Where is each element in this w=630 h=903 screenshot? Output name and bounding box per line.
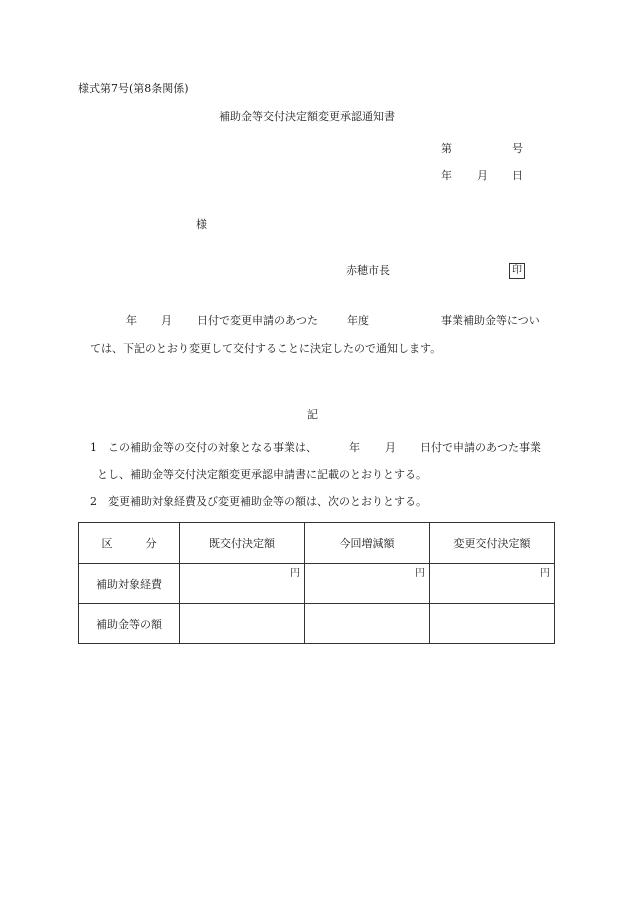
date-year: 年 <box>441 169 452 182</box>
seal-mark: 印 <box>509 263 525 279</box>
ki-heading: 記 <box>307 408 318 421</box>
body-text2: 事業補助金等につい <box>441 314 540 327</box>
item1-text1: この補助金等の交付の対象となる事業は、 <box>108 441 317 454</box>
amount-cell <box>180 564 305 604</box>
body-nendo: 年度 <box>347 314 369 327</box>
item1-year: 年 <box>349 441 360 454</box>
amount-cell <box>180 604 305 644</box>
body-year: 年 <box>126 314 137 327</box>
yen-unit: 円 <box>540 568 550 579</box>
amount-table <box>78 522 555 644</box>
amount-cell <box>305 604 430 644</box>
yen-unit: 円 <box>290 568 300 579</box>
doc-no-dai: 第 <box>441 142 452 155</box>
table-row <box>79 604 555 644</box>
yen-unit: 円 <box>415 568 425 579</box>
item2-num: 2 <box>90 495 97 508</box>
issuer-name: 赤穂市長 <box>346 264 390 277</box>
header-kubun: 区 分 <box>79 523 180 564</box>
addressee-sama: 様 <box>196 218 207 231</box>
item1-month: 月 <box>385 441 396 454</box>
header-zogen: 今回増減額 <box>305 523 430 564</box>
item2-text: 変更補助対象経費及び変更補助金等の額は、次のとおりとする。 <box>108 495 427 508</box>
header-kikofu: 既交付決定額 <box>180 523 305 564</box>
amount-cell <box>430 564 555 604</box>
amount-cell <box>430 604 555 644</box>
table-header-row <box>79 523 555 564</box>
date-day: 日 <box>512 169 523 182</box>
item1-text2: 日付で申請のあつた事業 <box>420 441 541 454</box>
table-row <box>79 564 555 604</box>
item1-num: 1 <box>90 441 97 454</box>
doc-no-go: 号 <box>512 142 523 155</box>
document-title: 補助金等交付決定額変更承認通知書 <box>219 110 395 123</box>
body-month: 月 <box>161 314 172 327</box>
body-line2: ては、下記のとおり変更して交付することに決定したので通知します。 <box>90 342 442 355</box>
form-label: 様式第7号(第8条関係) <box>78 82 189 95</box>
item1-line2: とし、補助金等交付決定額変更承認申請書に記載のとおりとする。 <box>97 468 427 481</box>
header-henko: 変更交付決定額 <box>430 523 555 564</box>
body-text1: 日付で変更申請のあつた <box>197 314 318 327</box>
row-label-keihi: 補助対象経費 <box>79 564 180 604</box>
date-month: 月 <box>477 169 488 182</box>
row-label-hojokin: 補助金等の額 <box>79 604 180 644</box>
amount-cell <box>305 564 430 604</box>
